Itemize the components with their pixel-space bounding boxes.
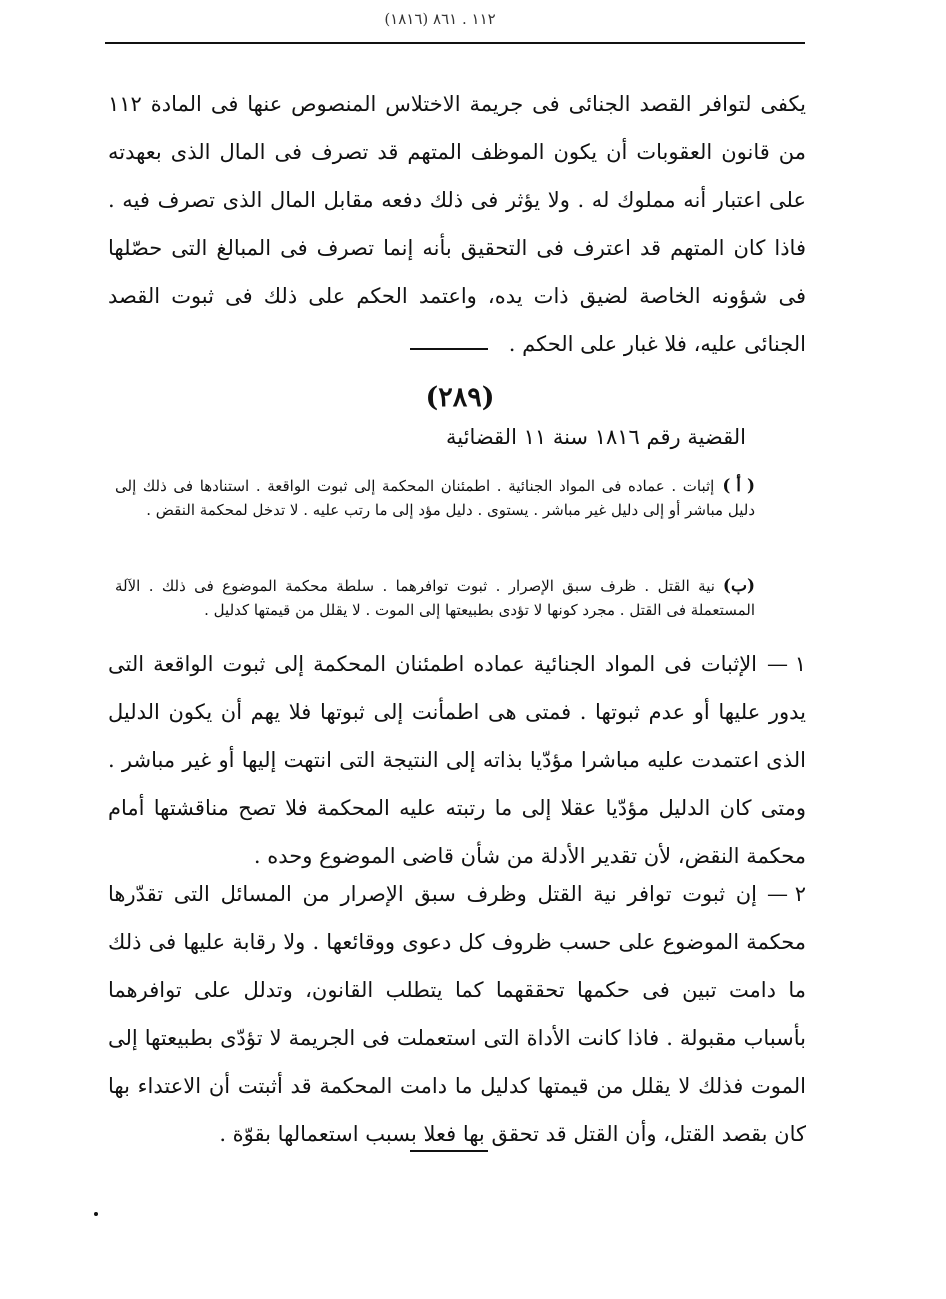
headnote-b <box>115 574 755 622</box>
paragraph-2 <box>108 870 806 1158</box>
ruling-number: (٢٨٩) <box>425 382 495 413</box>
header-divider <box>105 42 805 44</box>
section-divider <box>410 348 488 350</box>
page-mark <box>94 1212 98 1216</box>
headnote-text: إثبات . عماده فى المواد الجنائية . اطمئنان المحكمة إلى ثبوت الواقعة . استنادها فى ذلك إلى دليل مباشر أو إلى دليل غير مباشر . يستوى . دليل مؤد إلى ما رتب عليه . لا تدخل لمحكمة النقض . <box>115 477 755 519</box>
headnote-a <box>115 474 755 522</box>
paragraph-number: ١ — <box>767 652 806 676</box>
paragraph-text: الإثبات فى المواد الجنائية عماده اطمئنان المحكمة إلى ثبوت الواقعة التى يدور عليها أو عدم ثبوتها . فمتى هى اطمأنت إلى ثبوتها فلا يهم أن يكون الدليل الذى اعتمدت عليه مباشرا مؤدّيا بذاته إلى النتيجة التى انتهت إليها أو غير مباشر . ومتى كان الدليل مؤدّيا عقلا إلى ما رتبته عليه المحكمة فلا تصح مناقشتها أمام محكمة النقض، لأن تقدير الأدلة من شأن قاضى الموضوع وحده . <box>108 652 806 868</box>
paragraph-text: إن ثبوت توافر نية القتل وظرف سبق الإصرار من المسائل التى تقدّرها محكمة الموضوع على حسب ظروف كل دعوى ووقائعها . ولا رقابة عليها فى ذلك ما دامت تبين فى حكمها تحققهما كما يتطلب القانون، وتدلل على توافرهما بأسباب مقبولة . فاذا كانت الأداة التى استعملت فى الجريمة لا تؤدّى بطبيعتها إلى الموت فذلك لا يقلل من قيمتها كدليل ما دامت المحكمة قد أثبتت أن الاعتداء بها كان بقصد القتل، وأن القتل قد تحقق بها فعلا بسبب استعمالها بقوّة . <box>108 882 806 1146</box>
headnote-marker: ( أ ) <box>722 476 755 496</box>
paragraph-number: ٢ — <box>767 882 806 906</box>
paragraph-1 <box>108 640 806 880</box>
running-header: ١١٢ . ٨٦١ (١٨١٦) <box>384 10 496 28</box>
headnote-text: نية القتل . ظرف سبق الإصرار . ثبوت توافرهما . سلطة محكمة الموضوع فى ذلك . الآلة المستعملة فى القتل . مجرد كونها لا تؤدى بطبيعتها إلى الموت . لا يقلل من قيمتها كدليل . <box>115 577 755 619</box>
end-divider <box>410 1150 488 1152</box>
intro-paragraph: يكفى لتوافر القصد الجنائى فى جريمة الاختلاس المنصوص عنها فى المادة ١١٢ من قانون العقوبات أن يكون الموظف المتهم قد تصرف فى المال الذى بعهدته على اعتبار أنه مملوك له . ولا يؤثر فى ذلك دفعه مقابل المال الذى تصرف فيه . فاذا كان المتهم قد اعترف فى التحقيق بأنه إنما تصرف فى المبالغ التى حصّلها فى شؤونه الخاصة لضيق ذات يده، واعتمد الحكم على ذلك فى ثبوت القصد الجنائى عليه، فلا غبار على الحكم . <box>108 92 806 356</box>
case-reference: القضية رقم ١٨١٦ سنة ١١ القضائية <box>446 425 746 449</box>
headnote-marker: (ب) <box>722 576 755 596</box>
